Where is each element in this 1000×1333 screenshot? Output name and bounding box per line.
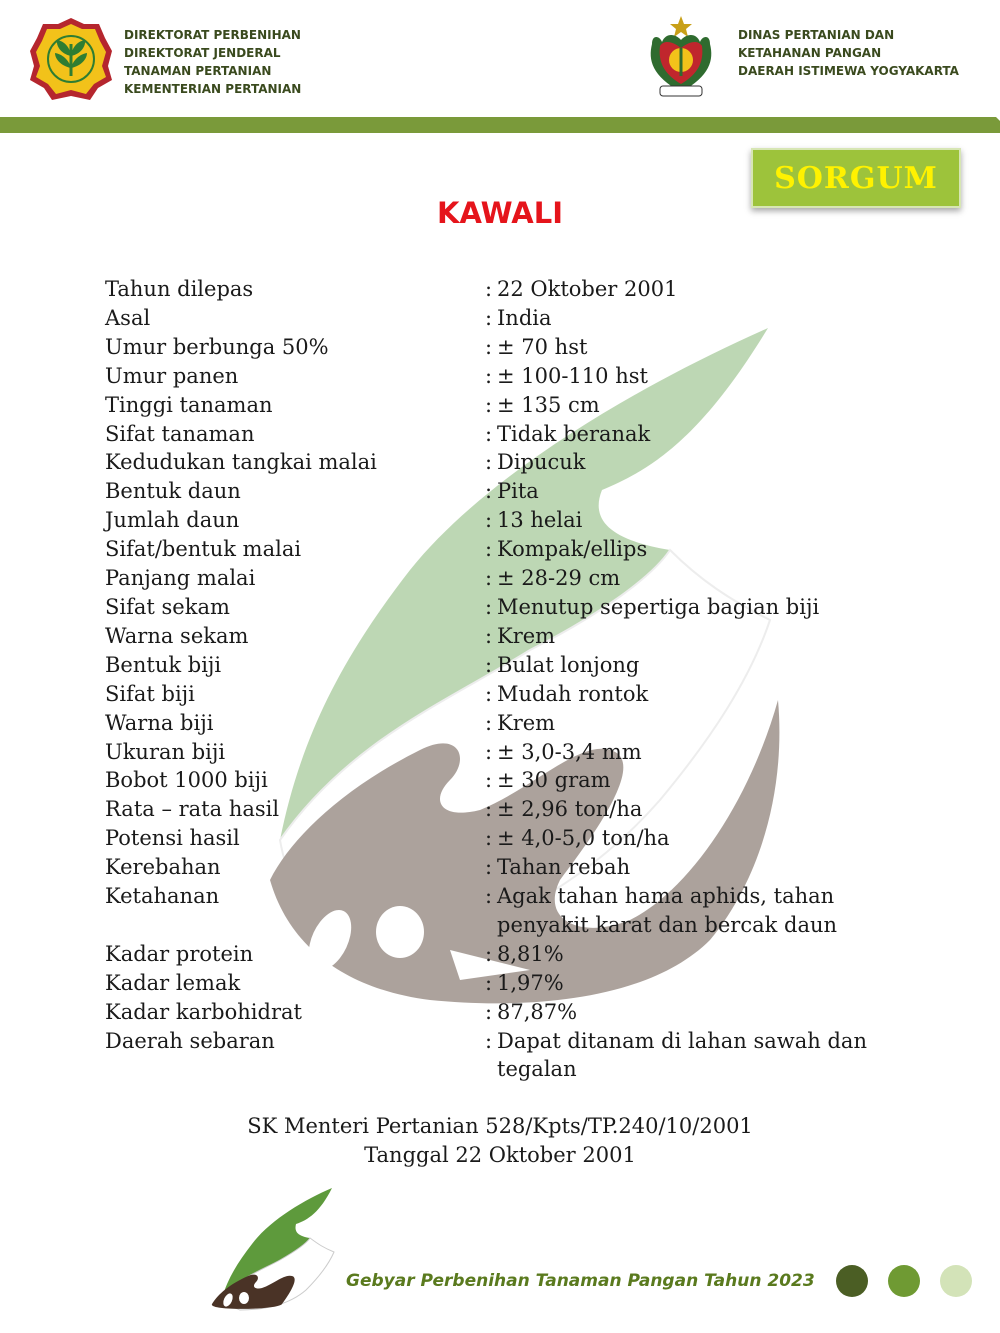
spec-value: ± 2,96 ton/ha [497,797,643,822]
spec-label: Kerebahan [105,855,221,880]
spec-label: Sifat/bentuk malai [105,537,302,562]
spec-value: India [497,305,552,330]
spec-value: Mudah rontok [497,681,649,706]
spec-label: Kadar protein [105,941,254,966]
left-org-line: TANAMAN PERTANIAN [124,64,272,78]
spec-label: Jumlah daun [105,508,240,533]
header-divider-bar [0,117,1000,135]
spec-row [105,448,905,477]
spec-separator: : [485,941,493,966]
spec-row [105,420,905,449]
spec-value: ± 100-110 hst [497,363,648,388]
spec-separator: : [485,623,493,648]
spec-value: 87,87% [497,999,578,1024]
right-org-line: KETAHANAN PANGAN [738,46,882,60]
spec-separator: : [485,710,493,735]
spec-label: Warna sekam [105,623,249,648]
spec-label: Sifat biji [105,681,195,706]
footer-event-title: Gebyar Perbenihan Tanaman Pangan Tahun 2023 [346,1271,815,1291]
spec-label: Kedudukan tangkai malai [105,450,377,475]
spec-row [105,333,905,362]
right-org-line: DAERAH ISTIMEWA YOGYAKARTA [738,64,959,78]
spec-label: Tahun dilepas [105,277,254,301]
spec-value: Kompak/ellips [497,537,648,562]
spec-row [105,969,905,998]
spec-label: Kadar lemak [105,970,241,995]
spec-separator: : [485,479,493,504]
spec-row [105,362,905,391]
spec-value: ± 30 gram [497,768,611,793]
spec-label: Potensi hasil [105,826,240,851]
spec-separator: : [485,421,493,446]
spec-label: Kadar karbohidrat [105,999,302,1024]
spec-value: Menutup sepertiga bagian biji [497,594,820,619]
spec-label: Asal [105,305,151,330]
spec-separator: : [485,797,493,822]
spec-separator: : [485,826,493,851]
category-badge: SORGUM [751,148,961,208]
spec-row [105,998,905,1027]
spec-value: ± 3,0-3,4 mm [497,739,642,764]
spec-value: Tahan rebah [497,855,631,880]
spec-separator: : [485,884,493,909]
spec-row [105,795,905,824]
spec-row [105,853,905,882]
spec-separator: : [485,566,493,591]
spec-value: 22 Oktober 2001 [497,277,678,301]
spec-table [105,275,905,1084]
spec-label: Panjang malai [105,566,256,591]
diy-emblem-icon [642,14,720,102]
spec-row [105,766,905,795]
spec-label: Umur panen [105,363,239,388]
spec-label: Bentuk daun [105,479,241,504]
spec-label: Daerah sebaran [105,1028,275,1053]
spec-row [105,1027,905,1085]
spec-row [105,709,905,738]
spec-value: ± 28-29 cm [497,566,621,591]
spec-value: ± 4,0-5,0 ton/ha [497,826,670,851]
spec-row [105,593,905,622]
spec-row [105,304,905,333]
leaf-seed-logo-icon [208,1186,338,1311]
spec-separator: : [485,508,493,533]
spec-value: ± 70 hst [497,334,588,359]
spec-separator: : [485,739,493,764]
spec-label: Ukuran biji [105,739,226,764]
left-org-name [124,26,301,98]
spec-separator: : [485,594,493,619]
spec-separator: : [485,363,493,388]
spec-separator: : [485,652,493,677]
right-org-name [738,26,959,80]
spec-label: Bentuk biji [105,652,222,677]
spec-row [105,680,905,709]
spec-separator: : [485,334,493,359]
spec-row [105,940,905,969]
spec-row [105,391,905,420]
spec-value: Dipucuk [497,450,586,475]
spec-row [105,622,905,651]
left-org-line: KEMENTERIAN PERTANIAN [124,82,302,96]
spec-value: Tidak beranak [497,421,651,446]
spec-label: Umur berbunga 50% [105,334,329,359]
left-org-line: DIREKTORAT JENDERAL [124,46,281,60]
spec-value: 8,81% [497,941,564,966]
variety-title: KAWALI [436,196,563,230]
spec-value: ± 135 cm [497,392,600,417]
spec-row [105,738,905,767]
spec-separator: : [485,392,493,417]
spec-row [105,824,905,853]
spec-separator: : [485,537,493,562]
spec-separator: : [485,450,493,475]
decree-date: Tanggal 22 Oktober 2001 [364,1143,636,1167]
spec-row [105,535,905,564]
spec-label: Warna biji [105,710,214,735]
spec-value: 13 helai [497,508,583,533]
spec-value: Pita [497,479,539,504]
spec-separator: : [485,768,493,793]
spec-separator: : [485,681,493,706]
spec-value: Agak tahan hama aphids, tahan penyakit karat dan bercak daun [497,884,838,937]
spec-row [105,651,905,680]
decree-reference [0,1112,1000,1170]
spec-label: Sifat tanaman [105,421,255,446]
spec-value: 1,97% [497,970,564,995]
spec-separator: : [485,305,493,330]
spec-row [105,275,905,304]
spec-label: Ketahanan [105,884,220,909]
spec-value: Bulat lonjong [497,652,640,677]
spec-row [105,564,905,593]
spec-row [105,477,905,506]
spec-separator: : [485,277,493,301]
spec-value: Krem [497,710,556,735]
spec-separator: : [485,1028,493,1053]
spec-label: Rata – rata hasil [105,797,280,822]
page-header [0,0,1000,118]
spec-label: Tinggi tanaman [105,392,273,417]
spec-separator: : [485,855,493,880]
spec-row [105,506,905,535]
spec-separator: : [485,999,493,1024]
spec-label: Sifat sekam [105,594,230,619]
footer-dot-medium [888,1265,920,1297]
spec-label: Bobot 1000 biji [105,768,268,793]
spec-row [105,882,905,940]
footer-dot-light [940,1265,972,1297]
spec-value: Dapat ditanam di lahan sawah dan tegalan [497,1028,867,1082]
kementan-logo-icon [28,16,114,102]
footer-dot-dark [836,1265,868,1297]
spec-separator: : [485,970,493,995]
decree-number: SK Menteri Pertanian 528/Kpts/TP.240/10/2001 [247,1114,753,1138]
left-org-line: DIREKTORAT PERBENIHAN [124,28,301,42]
right-org-line: DINAS PERTANIAN DAN [738,28,895,42]
spec-value: Krem [497,623,556,648]
